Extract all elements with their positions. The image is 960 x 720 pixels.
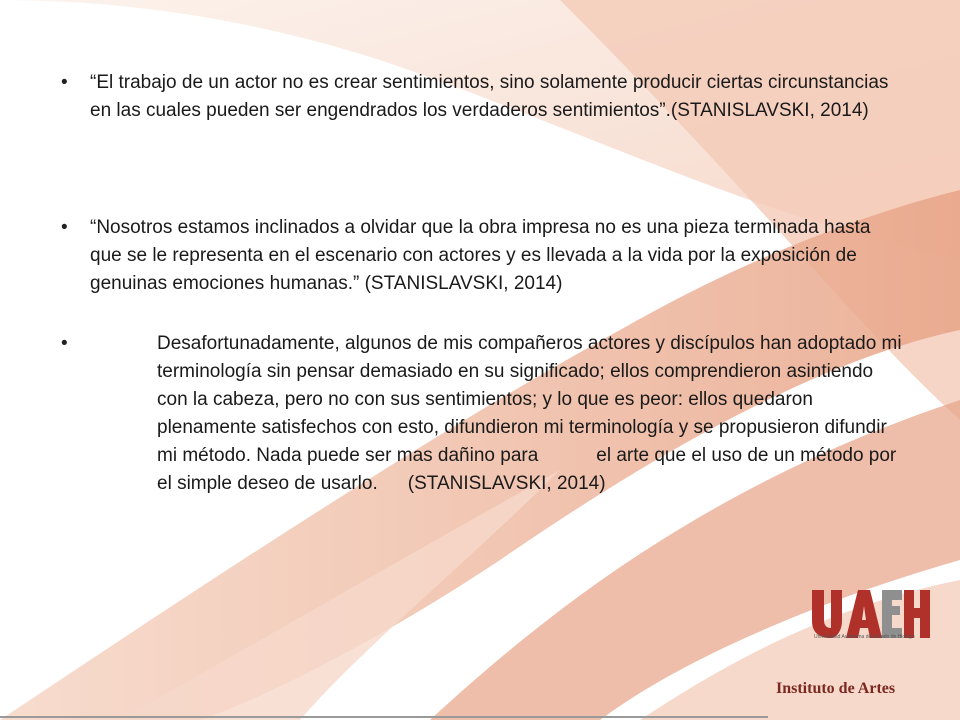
quote-2: “Nosotros estamos inclinados a olvidar que la obra impresa no es una pieza terminada hasta que se le representa en el escenario con actores y es llevada a la vida por la exposición de genuinas emociones humanas.” (STANISLAVSKI, 2014) [90, 217, 871, 294]
quote-3-part-1: Desafortunadamente, algunos de mis compañeros actores y discípulos han adoptado mi terminología sin pensar demasiado en su significado; ellos comprendieron asintiendo con la cabeza, pero no con sus sentimientos; y lo que es peor: ellos quedaron plenamente satisfechos con esto, difundieron mi terminología y se propusieron difundir mi método. Nada puede ser mas dañino para [157, 333, 902, 466]
bottom-divider [0, 716, 768, 718]
bullet-marker: • [61, 333, 68, 354]
institute-name: Instituto de Artes [776, 680, 896, 697]
quote-1: “El trabajo de un actor no es crear sentimientos, sino solamente producir ciertas circunstancias en las cuales pueden ser engendrados los verdaderos sentimientos”.(STANISLAVSKI, 2014) [90, 72, 889, 121]
logo-subtitle: Universidad Autónoma del Estado de Hidalgo [814, 634, 915, 640]
bullet-marker: • [61, 72, 68, 93]
quote-3 [157, 330, 902, 498]
quote-3-part-2: el arte que el uso de un método por el simple deseo de usarlo. [157, 445, 897, 494]
bullet-marker: • [61, 217, 68, 238]
quote-3-citation: (STANISLAVSKI, 2014) [407, 473, 606, 494]
